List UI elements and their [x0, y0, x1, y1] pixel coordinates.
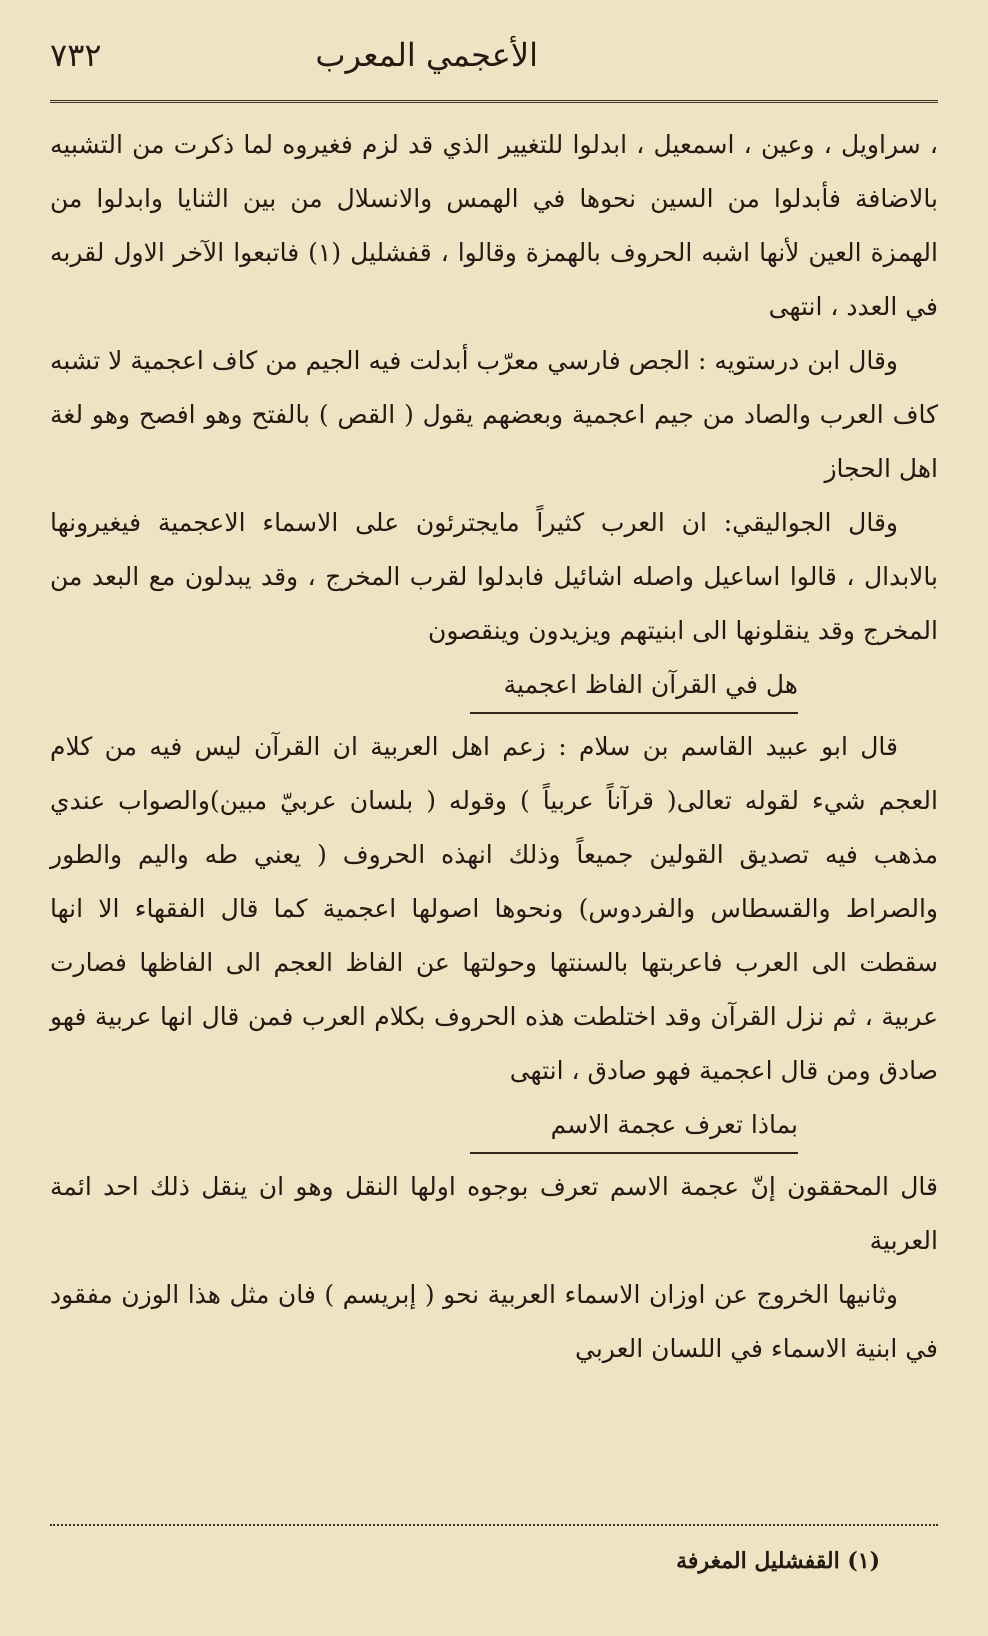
page-number: ٧٣٢: [50, 36, 102, 74]
header-rule: [50, 100, 938, 109]
paragraph-4: قال ابو عبيد القاسم بن سلام : زعم اهل العربية ان القرآن ليس فيه من كلام العجم شيء لقوله تعالى( قرآناً عربياً ) وقوله ( بلسان عربيّ مبين)والصواب عندي مذهب فيه تصديق القولين جميعاً وذلك انهذه الحروف ( يعني طه واليم والطور والصراط والقسطاس والفردوس) ونحوها اصولها اعجمية كما قال الفقهاء الا انها سقطت الى العرب فاعربتها بالسنتها وحولتها عن الفاظ العجم الى الفاظها فصارت عربية ، ثم نزل القرآن وقد اختلطت هذه الحروف بكلام العرب فمن قال انها عربية فهو صادق ومن قال اعجمية فهو صادق ، انتهى: [50, 732, 938, 1085]
paragraph-5: قال المحققون إنّ عجمة الاسم تعرف بوجوه اولها النقل وهو ان ينقل ذلك احد ائمة العربية: [50, 1172, 938, 1255]
footnote-rule: [50, 1524, 938, 1526]
page-header: [50, 30, 938, 80]
heading-rule-1: [470, 712, 798, 714]
section-heading-1: هل في القرآن الفاظ اعجمية: [503, 670, 798, 699]
section-heading-2: بماذا تعرف عجمة الاسم: [550, 1110, 798, 1139]
paragraph-1: ، سراويل ، وعين ، اسمعيل ، ابدلوا للتغيير الذي قد لزم فغيروه لما ذكرت من التشبيه بالاضافة فأبدلوا من السين نحوها في الهمس والانسلال من بين الثنايا وابدلوا من الهمزة العين لأنها اشبه الحروف بالهمزة وقالوا ، قفشليل (١) فاتبعوا الآخر الاول لقربه في العدد ، انتهى: [50, 130, 938, 321]
footnote: (١) القفشليل المغرفة: [676, 1548, 880, 1574]
heading-rule-2: [470, 1152, 798, 1154]
paragraph-3: وقال الجواليقي: ان العرب كثيراً مايجترئون على الاسماء الاعجمية فيغيرونها بالابدال ، قالوا اساعيل واصله اشائيل فابدلوا لقرب المخرج ، وقد يبدلون مع البعد من المخرج وقد ينقلونها الى ابنيتهم ويزيدون وينقصون: [50, 508, 938, 645]
running-title: الأعجمي المعرب: [315, 36, 538, 74]
body-text: [50, 118, 938, 1376]
paragraph-2: وقال ابن درستويه : الجص فارسي معرّب أبدلت فيه الجيم من كاف اعجمية لا تشبه كاف العرب والصاد من جيم اعجمية وبعضهم يقول ( القص ) بالفتح وهو افصح وهو لغة اهل الحجاز: [50, 346, 938, 483]
paragraph-6: وثانيها الخروج عن اوزان الاسماء العربية نحو ( إبريسم ) فان مثل هذا الوزن مفقود في ابنية الاسماء في اللسان العربي: [50, 1280, 938, 1363]
